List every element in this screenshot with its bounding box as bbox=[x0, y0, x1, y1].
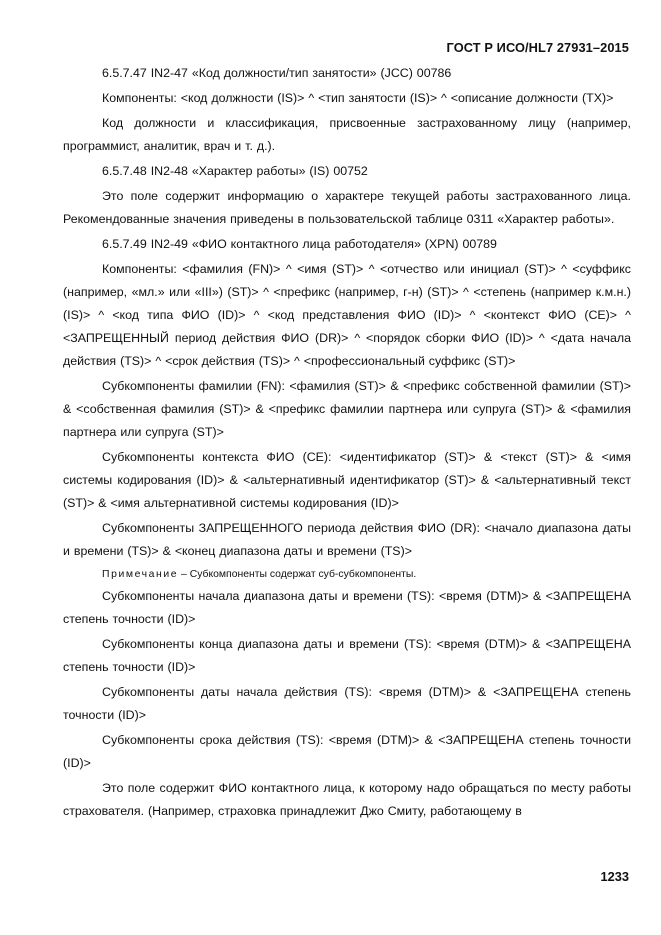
subcomponents-paragraph: Субкомпоненты срока действия (TS): <время (DTM)> & <ЗАПРЕЩЕНА степень точности (ID)> bbox=[63, 733, 631, 770]
subcomponents-paragraph: Субкомпоненты контекста ФИО (CE): <идентификатор (ST)> & <текст (ST)> & <имя системы кодирования (ID)> & <альтернативный идентификатор (ST)> & <альтернативный текст (ST)> & <имя альтернативной системы кодирования (ID)> bbox=[63, 450, 631, 510]
body-paragraph: Это поле содержит ФИО контактного лица, к которому надо обращаться по месту работы страхователя. (Например, страховка принадлежит Джо Смиту, работающему в bbox=[63, 781, 631, 818]
subcomponents-paragraph: Субкомпоненты начала диапазона даты и времени (TS): <время (DTM)> & <ЗАПРЕЩЕНА степень точности (ID)> bbox=[63, 589, 631, 626]
standard-header: ГОСТ Р ИСО/HL7 27931–2015 bbox=[446, 40, 629, 55]
components-paragraph: Компоненты: <код должности (IS)> ^ <тип занятости (IS)> ^ <описание должности (TX)> bbox=[102, 91, 614, 105]
body-paragraph: Код должности и классификация, присвоенные застрахованному лицу (например, программист, аналитик, врач и т. д.). bbox=[63, 116, 631, 153]
subcomponents-paragraph: Субкомпоненты фамилии (FN): <фамилия (ST)> & <префикс собственной фамилии (ST)> & <собственная фамилия (ST)> & <префикс фамилии партнера или супруга (ST)> & <фамилия партнера или супруга (ST)> bbox=[63, 379, 631, 439]
note bbox=[63, 565, 631, 585]
subcomponents-paragraph: Субкомпоненты конца диапазона даты и времени (TS): <время (DTM)> & <ЗАПРЕЩЕНА степень точности (ID)> bbox=[63, 637, 631, 674]
section-heading-6-5-7-48: 6.5.7.48 IN2-48 «Характер работы» (IS) 00752 bbox=[102, 164, 368, 178]
subcomponents-paragraph: Субкомпоненты даты начала действия (TS): <время (DTM)> & <ЗАПРЕЩЕНА степень точности (ID)> bbox=[63, 685, 631, 722]
section-heading-6-5-7-47: 6.5.7.47 IN2-47 «Код должности/тип занятости» (JCC) 00786 bbox=[102, 66, 452, 80]
body-paragraph: Это поле содержит информацию о характере текущей работы застрахованного лица. Рекомендованные значения приведены в пользовательской таблице 0311 «Характер работы». bbox=[63, 189, 631, 226]
note-text: – Субкомпоненты содержат суб-субкомпоненты. bbox=[178, 569, 417, 580]
section-heading-6-5-7-49: 6.5.7.49 IN2-49 «ФИО контактного лица работодателя» (XPN) 00789 bbox=[102, 237, 497, 251]
page-number: 1233 bbox=[600, 869, 629, 884]
note-label: Примечание bbox=[102, 569, 179, 580]
components-paragraph: Компоненты: <фамилия (FN)> ^ <имя (ST)> ^ <отчество или инициал (ST)> ^ <суффикс (например, «мл.» или «III») (ST)> ^ <префикс (например, г-н) (ST)> ^ <степень (например к.м.н.) (IS)> ^ <код типа ФИО (ID)> ^ <код представления ФИО (ID)> ^ <контекст ФИО (CE)> ^ <ЗАПРЕЩЕННЫЙ период действия ФИО (DR)> ^ <порядок сборки ФИО (ID)> ^ <дата начала действия (TS)> ^ <срок действия (TS)> ^ <профессиональный суффикс (ST)> bbox=[63, 262, 631, 368]
document-body bbox=[63, 62, 631, 825]
subcomponents-paragraph: Субкомпоненты ЗАПРЕЩЕННОГО периода действия ФИО (DR): <начало диапазона даты и времени (TS)> & <конец диапазона даты и времени (TS)> bbox=[63, 521, 631, 558]
